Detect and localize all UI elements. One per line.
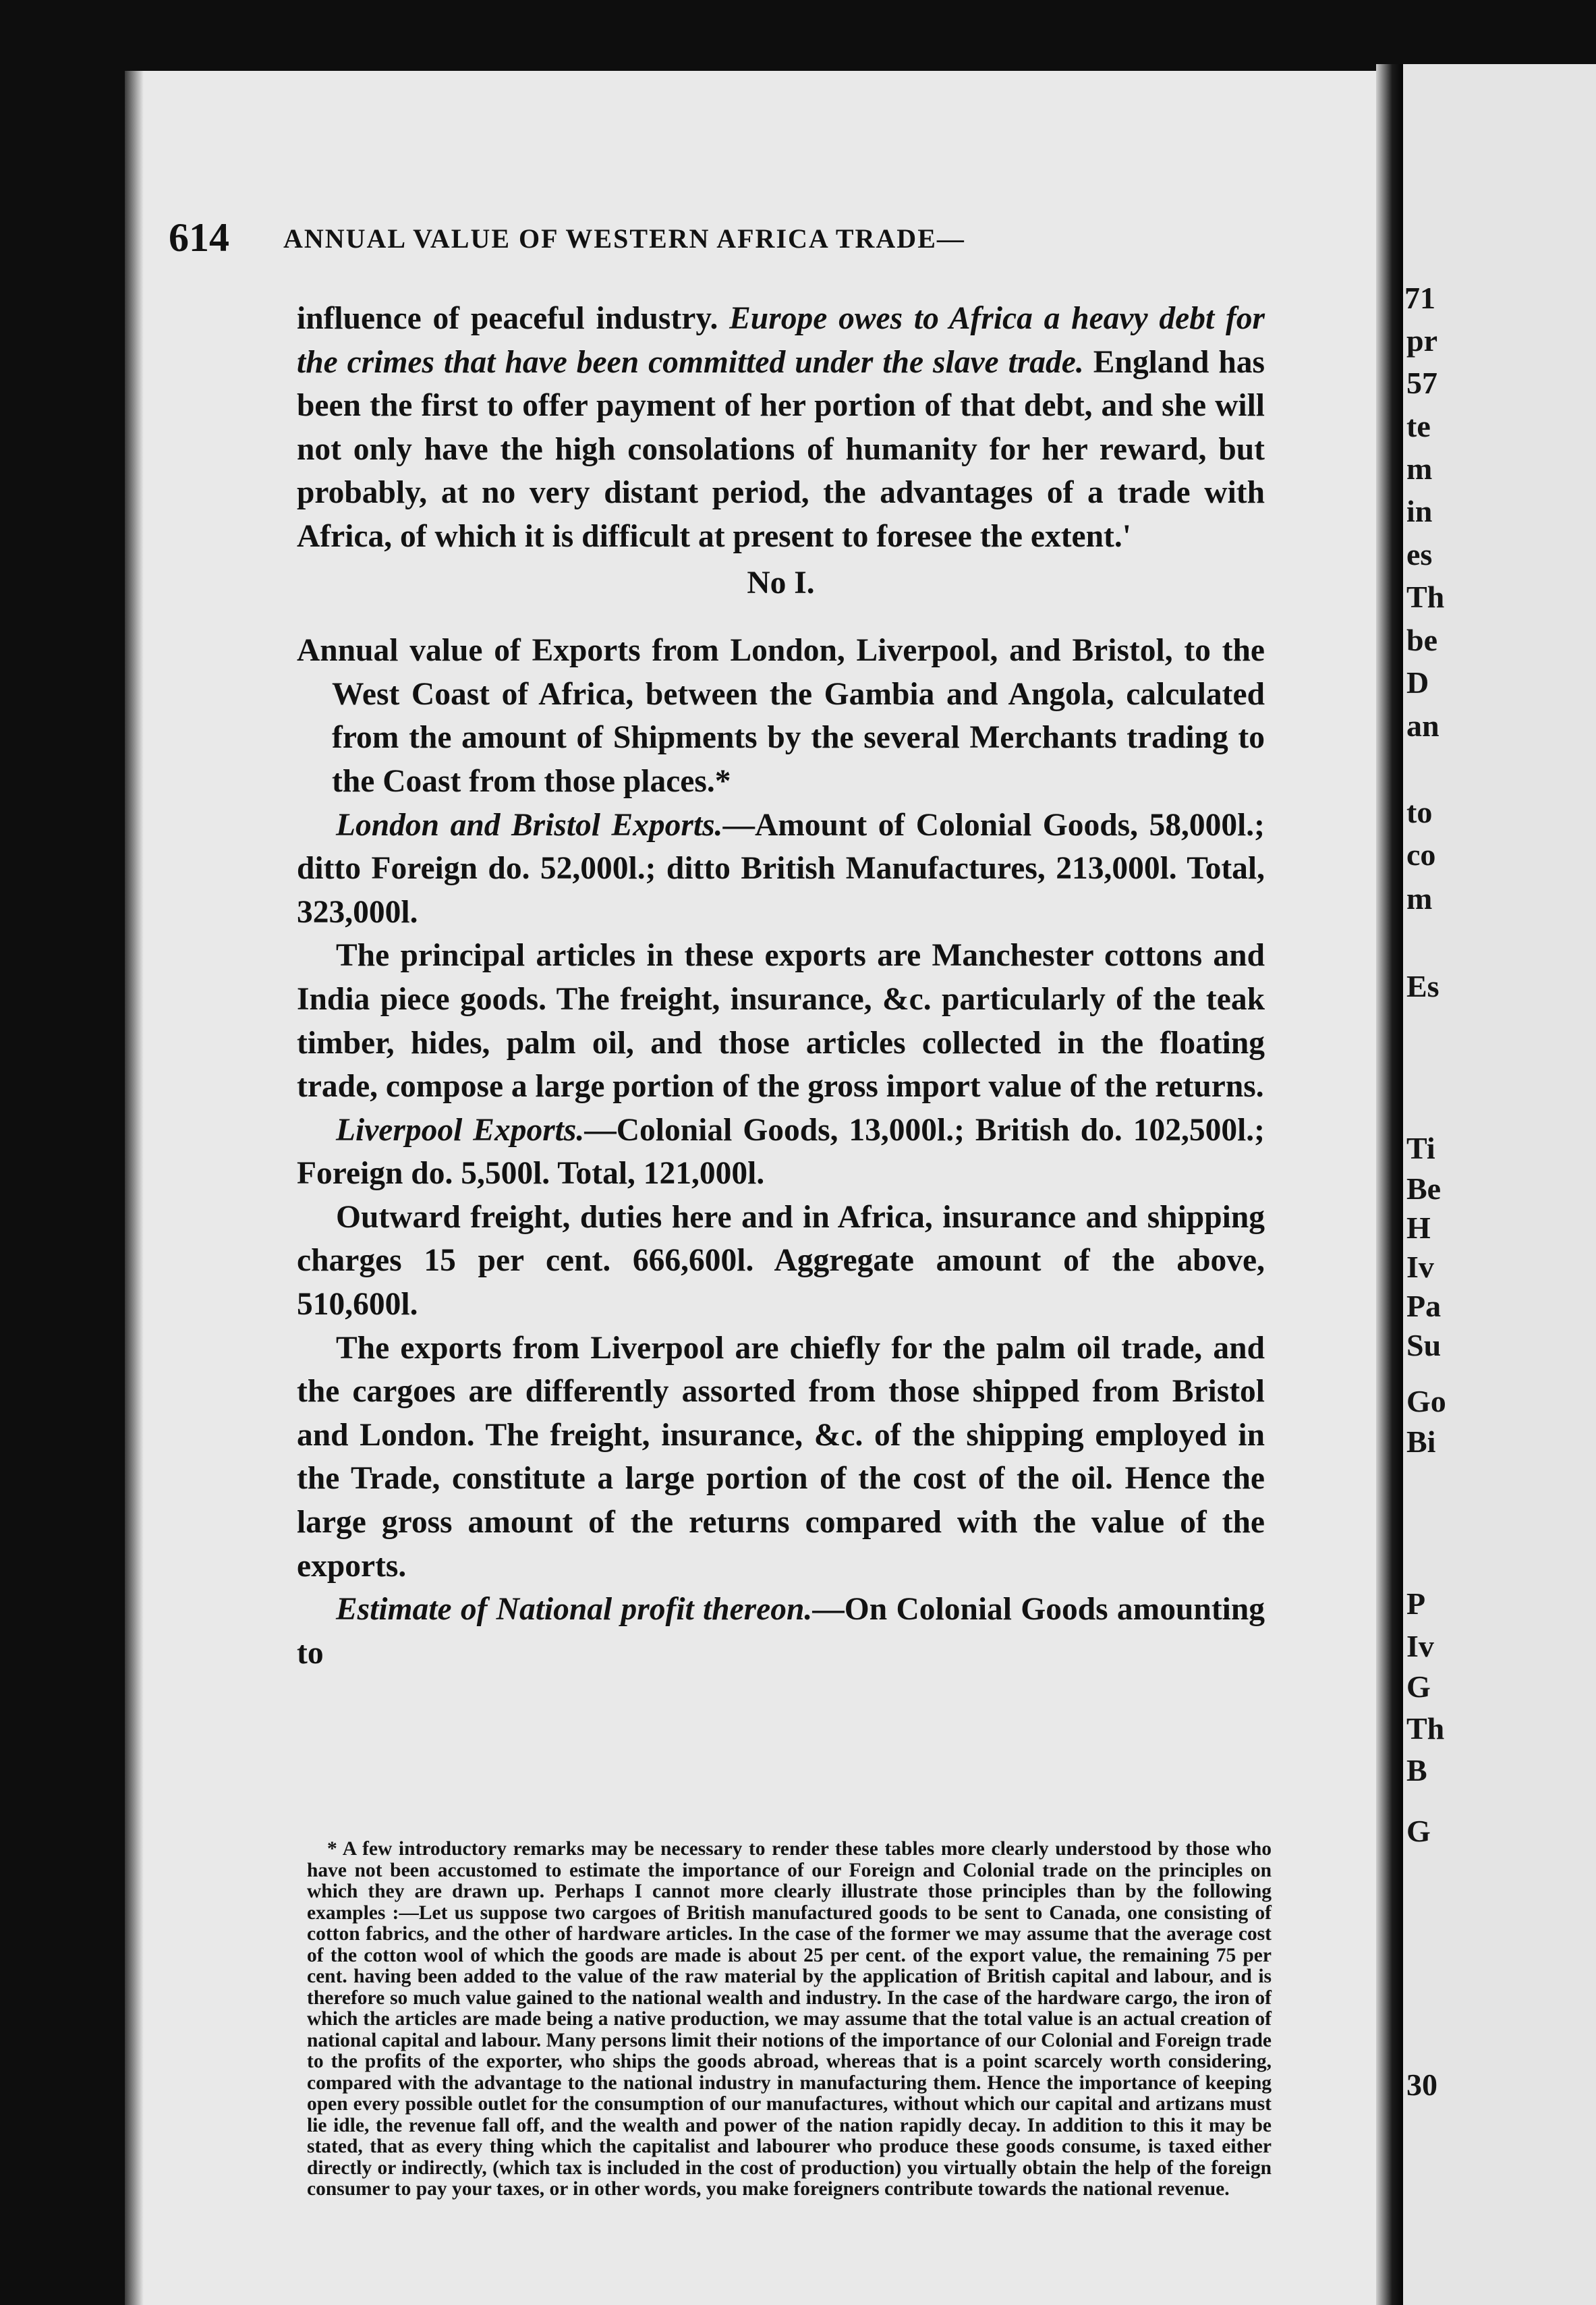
- adjacent-fragment: Pa: [1406, 1289, 1442, 1323]
- paragraph-conclusion: [297, 297, 1265, 559]
- adjacent-fragment: an: [1406, 709, 1440, 743]
- para-1-start: influence of peaceful industry.: [297, 301, 718, 336]
- section-heading: No I.: [747, 565, 815, 601]
- paragraph-principal-articles: The principal articles in these exports are Manchester cottons and India piece goods. The freight, insurance, &c. particularly of the teak timber, hides, palm oil, and those articles collected in the floating trade, compose a large portion of the gross import value of the returns.: [297, 938, 1265, 1105]
- adjacent-fragment: Iv: [1406, 1629, 1434, 1663]
- adjacent-fragment: Es: [1406, 969, 1440, 1003]
- adjacent-fragment: 71: [1404, 281, 1435, 315]
- adjacent-fragment: m: [1406, 881, 1433, 916]
- adjacent-page: [1403, 64, 1596, 2305]
- page-number: 614: [169, 215, 229, 260]
- running-head: ANNUAL VALUE OF WESTERN AFRICA TRADE—: [283, 223, 965, 254]
- paragraph-london-bristol: [297, 804, 1265, 935]
- liverpool-text: —Colonial Goods, 13,000l.; British do. 102,500l.; Foreign do. 5,500l. Total, 121,000l.: [297, 1112, 1265, 1192]
- adjacent-fragment: Th: [1406, 580, 1445, 614]
- adjacent-fragment: B: [1406, 1753, 1427, 1787]
- adjacent-fragment: G: [1406, 1814, 1431, 1848]
- adjacent-fragment: Bi: [1406, 1424, 1436, 1459]
- para-1-italic: Europe owes to Africa a heavy debt for the crimes that have been committed under the slave trade.: [297, 301, 1265, 380]
- london-text: —Amount of Colonial Goods, 58,000l.; ditto Foreign do. 52,000l.; ditto British Manufactures, 213,000l. Total, 323,000l.: [297, 807, 1265, 930]
- adjacent-fragment: te: [1406, 409, 1431, 443]
- adjacent-fragment: es: [1406, 537, 1433, 572]
- adjacent-fragment: to: [1406, 795, 1433, 829]
- body-text: [297, 297, 1265, 1675]
- adjacent-fragment: be: [1406, 623, 1437, 657]
- adjacent-fragment: D: [1406, 665, 1429, 700]
- footnote: [307, 1839, 1272, 2200]
- adjacent-fragment: Th: [1406, 1711, 1445, 1746]
- liverpool-lead: Liverpool Exports.: [336, 1112, 585, 1148]
- adjacent-fragment: pr: [1406, 323, 1437, 358]
- adjacent-fragment: Be: [1406, 1171, 1442, 1206]
- paragraph-liverpool-palm: The exports from Liverpool are chiefly for the palm oil trade, and the cargoes are differently assorted from those shipped from Bristol and London. The freight, insurance, &c. of the shipping employed in the Trade, constitute a large portion of the cost of the oil. Hence the large gross amount of the returns compared with the value of the exports.: [297, 1330, 1265, 1584]
- adjacent-fragment: 57: [1406, 366, 1437, 400]
- para-1-end: England has been the first to offer payment of her portion of that debt, and she will not only have the high consolations of humanity for her reward, but probably, at no very distant period, the advantages of a trade with Africa, of which it is difficult at present to foresee the extent.': [297, 344, 1265, 554]
- table-title: Annual value of Exports from London, Liverpool, and Bristol, to the West Coast of Africa, between the Gambia and Angola, calculated from the amount of Shipments by the several Merchants trading to the Coast from those places.*: [297, 633, 1265, 799]
- adjacent-fragment: m: [1406, 451, 1433, 486]
- adjacent-fragment: P: [1406, 1586, 1426, 1621]
- adjacent-fragment: 30: [1406, 2067, 1437, 2102]
- london-lead: London and Bristol Exports.: [336, 807, 723, 843]
- paragraph-estimate: [297, 1588, 1265, 1675]
- adjacent-fragment: in: [1406, 494, 1433, 528]
- adjacent-fragment: Su: [1406, 1328, 1442, 1362]
- adjacent-fragment: G: [1406, 1669, 1431, 1704]
- adjacent-fragment: H: [1406, 1211, 1431, 1245]
- footnote-text: * A few introductory remarks may be necessary to render these tables more clearly understood by those who have not been accustomed to estimate the importance of our Foreign and Colonial trade on the principles on which they are drawn up. Perhaps I cannot more clearly illustrate those principles than by the following examples :—Let us suppose two cargoes of British manufactured goods to be sent to Canada, one consisting of cotton fabrics, and the other of hardware articles. In the case of the former we may assume that the average cost of the cotton wool of which the goods are made is about 25 per cent. of the export value, the remaining 75 per cent. having been added to the value of the raw material by the application of British capital and labour, and is therefore so much value gained to the national wealth and industry. In the case of the hardware cargo, the iron of which the articles are made being a native production, we may assume that the total value is an actual creation of national capital and labour. Many persons limit their notions of the importance of our Colonial and Foreign trade to the profits of the exporter, who ships the goods abroad, whereas that is a point scarcely worth considering, compared with the advantage to the national industry in manufacturing them. Hence the importance of keeping open every possible outlet for the consumption of our manufactures, without which our capital and artizans must lie idle, the revenue fall off, and the wealth and power of the nation rapidly decay. In addition to this it may be stated, that as every thing which the capitalist and labourer who produce these goods consume, is taxed either directly or indirectly, (which tax is included in the cost of production) you virtually obtain the help of the foreign consumer to pay your taxes, or in other words, you make foreigners contribute towards the national revenue.: [307, 1838, 1272, 2200]
- paragraph-liverpool: [297, 1109, 1265, 1196]
- estimate-lead: Estimate of National profit thereon.: [336, 1592, 813, 1628]
- adjacent-fragment: Ti: [1406, 1131, 1435, 1165]
- adjacent-fragment: Go: [1406, 1384, 1446, 1418]
- paragraph-outward-freight: Outward freight, duties here and in Africa, insurance and shipping charges 15 per cent. 666,600l. Aggregate amount of the above, 510,600l.: [297, 1199, 1265, 1323]
- adjacent-fragment: Iv: [1406, 1250, 1434, 1284]
- page-gutter: [1376, 64, 1403, 2305]
- estimate-text: —On Colonial Goods amounting to: [297, 1592, 1265, 1671]
- adjacent-fragment: co: [1406, 837, 1436, 872]
